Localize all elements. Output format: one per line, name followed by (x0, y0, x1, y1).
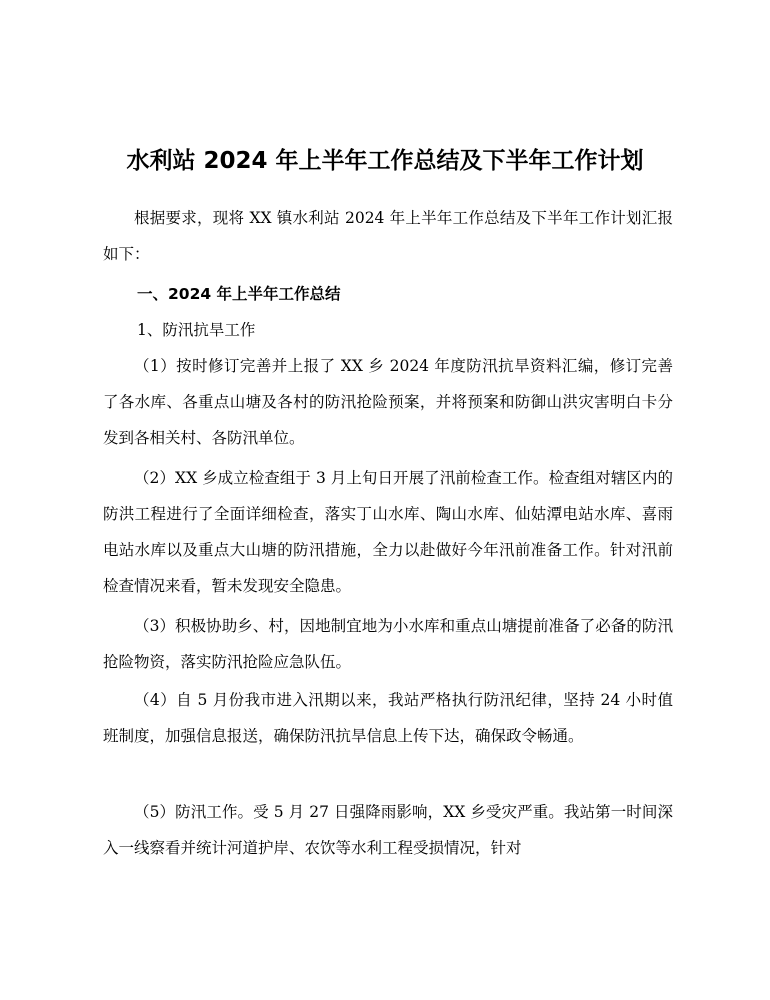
section-heading: 一、2024 年上半年工作总结 (137, 285, 341, 303)
subsection-heading: 1、防汛抗旱工作 (137, 321, 256, 339)
item-paragraph-4: （4）自 5 月份我市进入汛期以来，我站严格执行防汛纪律，坚持 24 小时值班制度，加强信息报送，确保防汛抗旱信息上传下达，确保政令畅通。 (103, 691, 673, 745)
item-paragraph-5: （5）防汛工作。受 5 月 27 日强降雨影响，XX 乡受灾严重。我站第一时间深入一线察看并统计河道护岸、农饮等水利工程受损情况，针对 (103, 803, 673, 857)
intro-paragraph: 根据要求，现将 XX 镇水利站 2024 年上半年工作总结及下半年工作计划汇报如下： (103, 209, 673, 263)
item-paragraph-3: （3）积极协助乡、村，因地制宜地为小水库和重点山塘提前准备了必备的防汛抢险物资，落实防汛抢险应急队伍。 (103, 617, 673, 671)
item-paragraph-1: （1）按时修订完善并上报了 XX 乡 2024 年度防汛抗旱资料汇编，修订完善了各水库、各重点山塘及各村的防汛抢险预案，并将预案和防御山洪灾害明白卡分发到各相关村、各防汛单位。 (103, 357, 673, 447)
item-paragraph-2: （2）XX 乡成立检查组于 3 月上旬日开展了汛前检查工作。检查组对辖区内的防洪工程进行了全面详细检查，落实丁山水库、陶山水库、仙姑潭电站水库、喜雨电站水库以及重点大山塘的防汛措施，全力以赴做好今年汛前准备工作。针对汛前检查情况来看，暂未发现安全隐患。 (103, 469, 673, 595)
document-title: 水利站 2024 年上半年工作总结及下半年工作计划 (126, 148, 644, 174)
